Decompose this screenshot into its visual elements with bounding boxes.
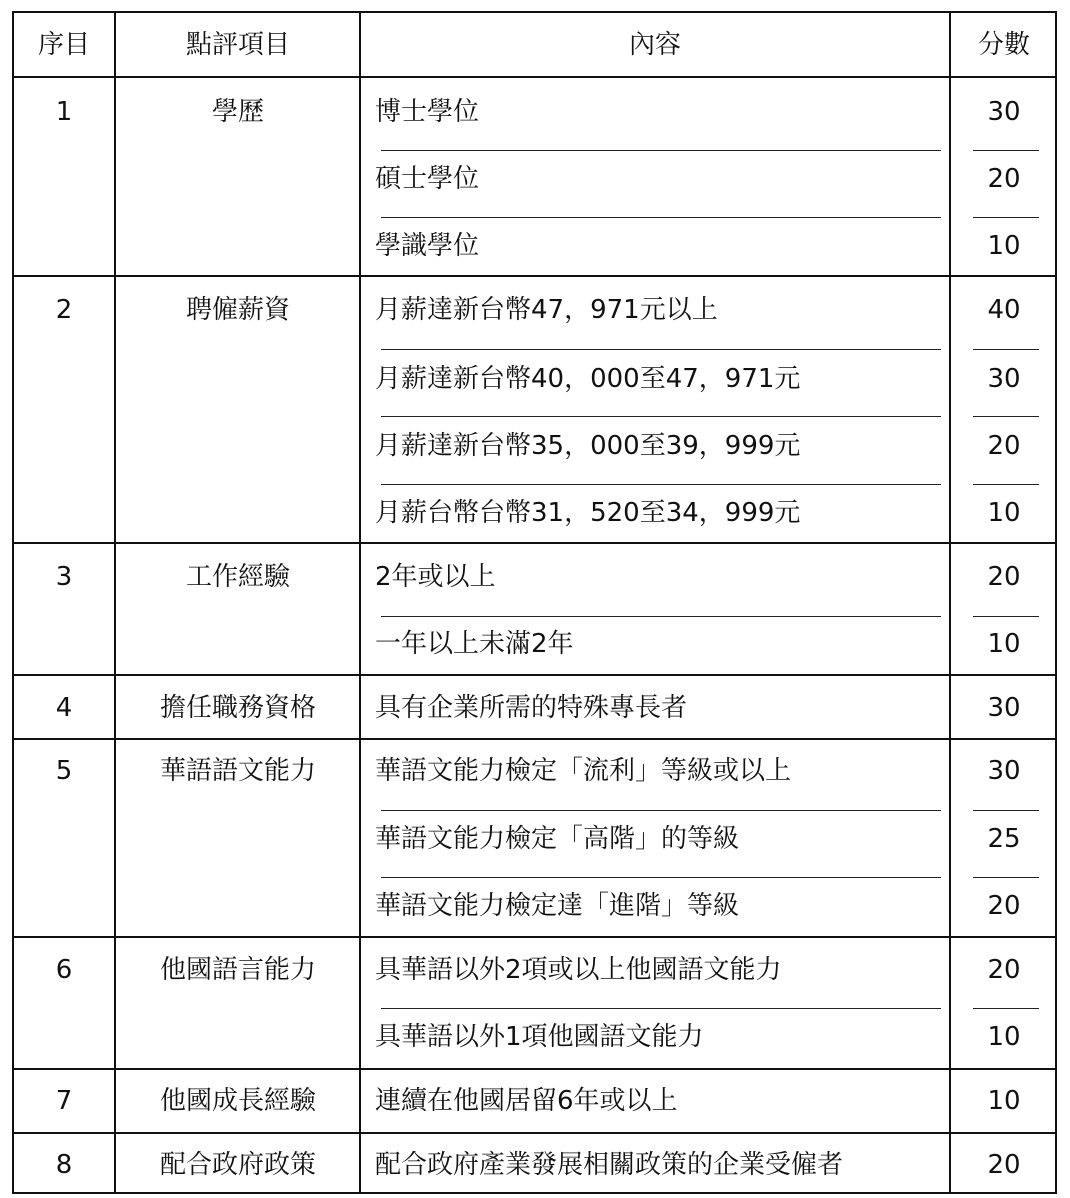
row-score: 20 [987,1150,1021,1180]
group-item: 他國語言能力 [159,955,317,985]
row-divider [381,349,941,350]
row-score: 10 [987,1086,1021,1116]
row-content: 具有企業所需的特殊專長者 [375,693,688,723]
group-divider [14,275,1055,277]
header-divider [14,76,1055,78]
row-score: 25 [987,824,1021,854]
group-item: 他國成長經驗 [159,1086,317,1116]
group-index: 6 [55,955,73,985]
header-item: 點評項目 [185,30,291,60]
row-divider [973,484,1039,485]
group-divider [14,738,1055,740]
row-content: 碩士學位 [375,164,480,194]
row-score: 20 [987,891,1021,921]
group-index: 2 [55,295,73,325]
row-score: 10 [987,498,1021,528]
header-index: 序目 [37,30,91,60]
row-content: 具華語以外2項或以上他國語文能力 [375,955,782,985]
row-content: 博士學位 [375,97,480,127]
row-score: 30 [987,756,1021,786]
row-score: 20 [987,431,1021,461]
group-item: 學歷 [211,97,265,127]
row-content: 月薪台幣台幣31，520至34，999元 [375,498,801,528]
row-divider [973,810,1039,811]
group-divider [14,1068,1055,1070]
row-score: 10 [987,231,1021,261]
row-divider [381,877,941,878]
row-content: 月薪達新台幣47，971元以上 [375,295,718,325]
row-divider [381,217,941,218]
group-divider [14,936,1055,938]
row-content: 連續在他國居留6年或以上 [375,1086,678,1116]
row-divider [381,810,941,811]
group-divider [14,1132,1055,1134]
row-content: 月薪達新台幣40，000至47，971元 [375,364,801,394]
group-index: 1 [55,97,73,127]
header-score: 分數 [977,30,1031,60]
group-item: 聘僱薪資 [185,295,291,325]
row-score: 30 [987,97,1021,127]
row-score: 20 [987,955,1021,985]
group-item: 配合政府政策 [159,1150,317,1180]
row-divider [973,349,1039,350]
row-content: 配合政府產業發展相關政策的企業受僱者 [375,1150,844,1180]
row-divider [973,616,1039,617]
group-index: 7 [55,1086,73,1116]
header-content: 內容 [628,30,682,60]
group-divider [14,542,1055,544]
row-divider [381,1008,941,1009]
row-divider [973,217,1039,218]
scoring-table [12,11,1057,1194]
row-score: 30 [987,693,1021,723]
row-content: 月薪達新台幣35，000至39，999元 [375,431,801,461]
row-divider [973,150,1039,151]
group-index: 5 [55,756,73,786]
group-divider [14,674,1055,676]
row-divider [973,416,1039,417]
row-score: 10 [987,629,1021,659]
row-divider [381,484,941,485]
row-score: 10 [987,1022,1021,1052]
row-divider [973,1008,1039,1009]
row-content: 華語文能力檢定「高階」的等級 [375,824,740,854]
row-score: 30 [987,364,1021,394]
group-item: 華語語文能力 [159,756,317,786]
group-item: 工作經驗 [185,562,291,592]
row-score: 20 [987,562,1021,592]
row-divider [381,616,941,617]
column-divider [359,13,361,1192]
row-content: 具華語以外1項他國語文能力 [375,1022,704,1052]
group-index: 8 [55,1150,73,1180]
group-item: 擔任職務資格 [159,693,317,723]
row-content: 學識學位 [375,231,480,261]
column-divider [949,13,951,1192]
row-divider [381,150,941,151]
row-divider [381,416,941,417]
group-index: 3 [55,562,73,592]
column-divider [114,13,116,1192]
row-content: 一年以上未滿2年 [375,629,574,659]
row-content: 華語文能力檢定達「進階」等級 [375,891,740,921]
row-score: 20 [987,164,1021,194]
row-score: 40 [987,295,1021,325]
row-content: 2年或以上 [375,562,496,592]
group-index: 4 [55,693,73,723]
row-content: 華語文能力檢定「流利」等級或以上 [375,756,792,786]
row-divider [973,877,1039,878]
